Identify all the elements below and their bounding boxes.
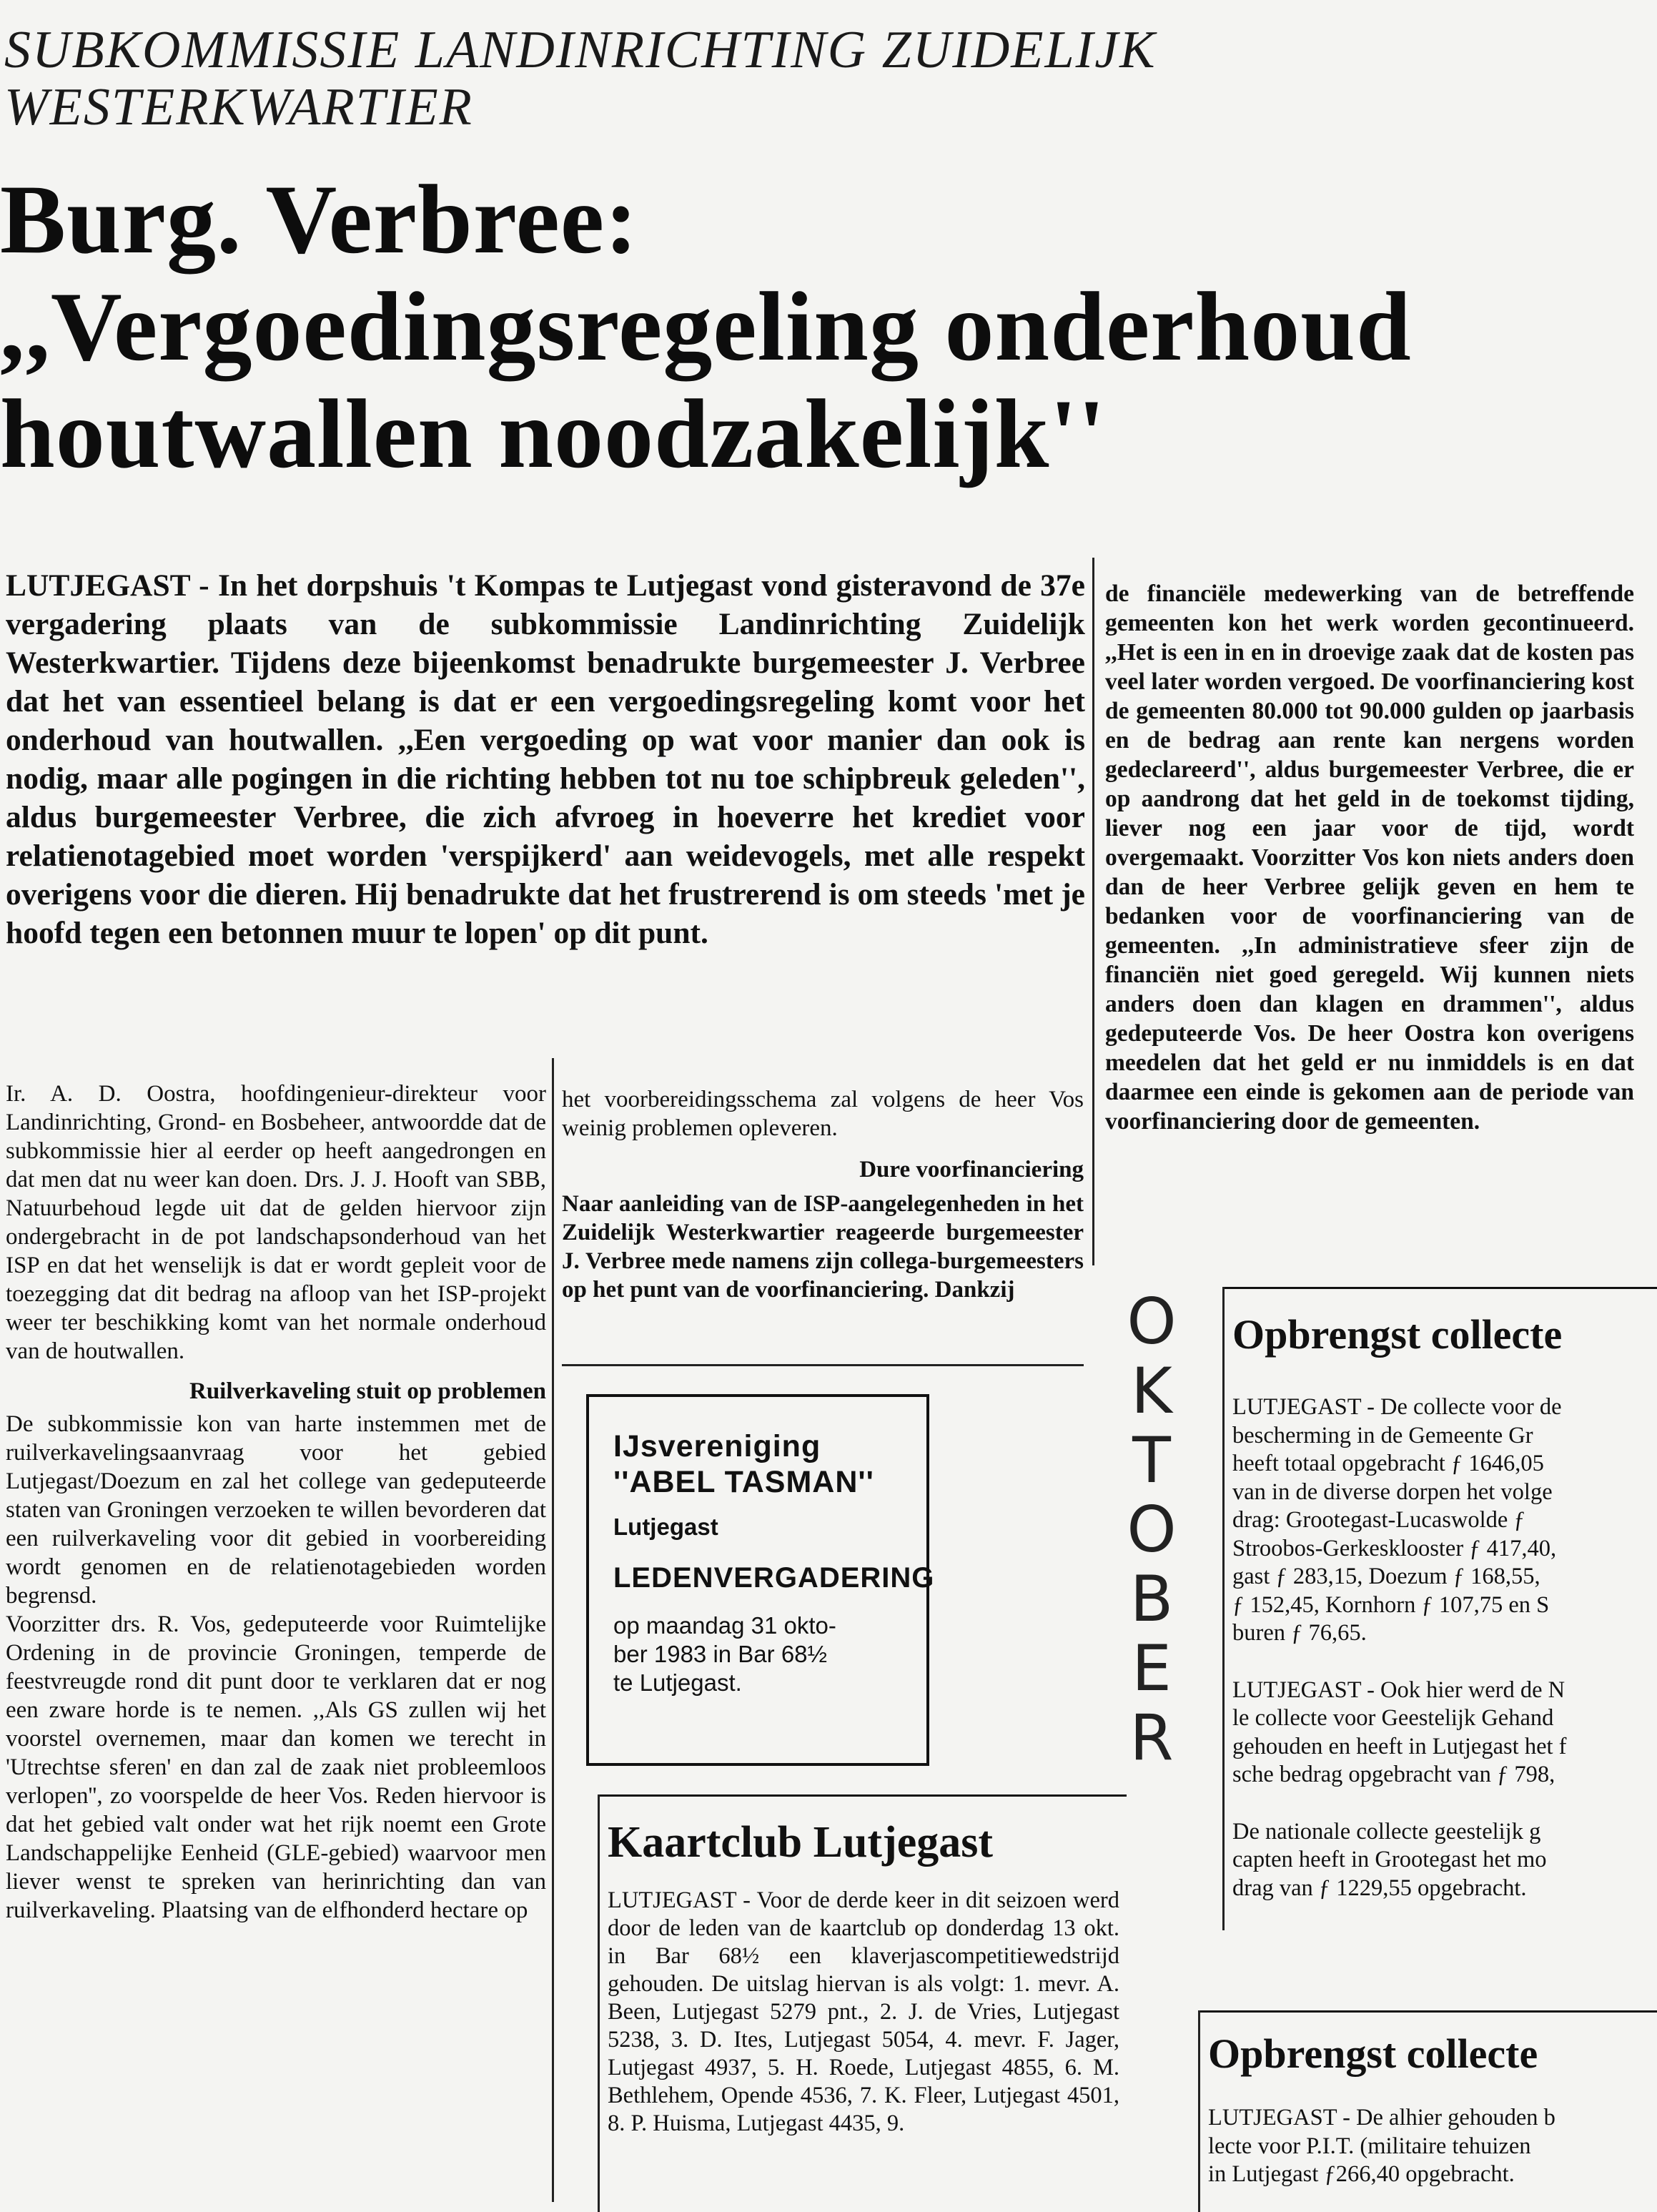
column-3: de financiële medewerking van de betreffende gemeenten kon het werk worden gecontinueerd. ,,Het is een in en in droevige zaak dat de kosten pas veel later worden vergoed. De voorfinanciering kost de gemeenten 80.000 tot 90.000 gulden op jaarbasis en de bedrag aan rente kan nergens worden gedeclareerd'', aldus burgemeester Verbree, die er op aandrong dat het geld in de toekomst tijding, liever nog een jaar voor de tijd, wordt overgemaakt. Voorzitter Vos kon niets anders doen dan de heer Verbree gelijk geven en hem te bedanken voor de voorfinanciering van de gemeenten. ,,In administratieve sfeer zijn de financiën niet goed geregeld. Wij kunnen niets anders doen dan klagen en drammen'', aldus gedeputeerde Vos. De heer Oostra kon overigens meedelen dat het geld er nu inmiddels is en dat daarmee een einde is gekomen aan de periode van voorfinanciering door de gemeenten.	[1105, 581, 1634, 1135]
handwritten-letter: T	[1132, 1423, 1171, 1497]
clipping-text	[1232, 1393, 1657, 1902]
handwritten-annotation	[1112, 1287, 1191, 1772]
ad-when-line: ber 1983 in Bar 68½	[613, 1641, 828, 1667]
column-divider	[1092, 558, 1094, 1265]
kaartclub-clipping	[598, 1794, 1127, 2212]
kicker-line-2: WESTERKWARTIER	[4, 78, 473, 137]
text-line: gast ƒ 283,15, Doezum ƒ 168,55,	[1232, 1564, 1540, 1589]
article-headline	[0, 166, 1657, 488]
text-line: van in de diverse dorpen het volge	[1232, 1478, 1553, 1505]
headline-line-1: Burg. Verbree:	[0, 164, 639, 274]
clipping-left-rule	[598, 1794, 600, 2212]
paragraph: Naar aanleiding van de ISP-aangelegenheden in het Zuidelijk Westerkwartier reageerde burgemeester J. Verbree mede namens zijn collega-burgemeesters op het punt van de voorfinanciering. Dankzij	[562, 1191, 1084, 1303]
collecte-clipping-2	[1198, 2010, 1657, 2212]
text-line: gehouden en heeft in Lutjegast het f	[1232, 1733, 1567, 1759]
ad-when-line: te Lutjegast.	[613, 1669, 742, 1696]
clipping-title: Kaartclub Lutjegast	[608, 1818, 994, 1867]
paragraph: De subkommissie kon van harte instemmen met de ruilverkavelingsaanvraag voor het gebied Lutjegast/Doezum en zal het college van gedeputeerde staten van Groningen verzoeken te willen bevorderen dat een ruilverkaveling voor dit gebied in voorbereiding wordt genomen en de relatienotagebieden worden begrensd.	[6, 1411, 546, 1609]
text-line: LUTJEGAST - De collecte voor de	[1232, 1394, 1562, 1420]
handwritten-letter: O	[1127, 1285, 1177, 1358]
text-line: bescherming in de Gemeente Gr	[1232, 1422, 1533, 1448]
article-lead: LUTJEGAST - In het dorpshuis 't Kompas te Lutjegast vond gisteravond de 37e vergadering plaats van de subkommissie Landinrichting Zuidelijk Westerkwartier. Tijdens deze bijeenkomst benadrukte burgemeester J. Verbree dat het van essentieel belang is dat er een vergoedingsregeling komt voor het onderhoud van houtwallen. ,,Een vergoeding op wat voor manier dan ook is nodig, maar alle pogingen in die richting hebben tot nu toe schipbreuk geleden'', aldus burgemeester Verbree, die zich afvroeg in hoeverre het krediet voor relatienotagebied moet worden 'verspijkerd' aan weidevogels, met alle respekt overigens voor die dieren. Hij benadrukte dat het frustrerend is om steeds 'met je hoofd tegen een betonnen muur te lopen' op dit punt.	[6, 568, 1085, 950]
text-line: lecte voor P.I.T. (militaire tehuizen	[1208, 2133, 1531, 2159]
handwritten-letter: B	[1129, 1562, 1174, 1636]
paragraph: Ir. A. D. Oostra, hoofdingenieur-direkteur voor Landinrichting, Grond- en Bosbeheer, antwoordde dat de subkommissie hier al eerder op heeft aangedrongen en dat men dat nu weer kan doen. Drs. J. J. Hooft van SBB, Natuurbehoud legde uit dat de gelden hiervoor zijn ondergebracht in de pot landschapsonderhoud van het ISP en dat het wenselijk is dat er wordt gepleit voor de toezegging dat dit bedrag na afloop van het ISP-projekt weer ter beschikking komt van het normale onderhoud van de houtwallen.	[6, 1081, 546, 1364]
headline-line-2: ,,Vergoedingsregeling onderhoud	[0, 272, 1412, 381]
clipping-left-rule	[1198, 2010, 1200, 2212]
ijsvereniging-advertisement	[586, 1394, 935, 1766]
text-line: sche bedrag opgebracht van ƒ 798,	[1232, 1762, 1555, 1787]
ad-title: ''ABEL TASMAN''	[613, 1465, 874, 1499]
column-divider	[552, 1058, 554, 2202]
subheading: Ruilverkaveling stuit op problemen	[189, 1378, 546, 1404]
text-line: drag van ƒ 1229,55 opgebracht.	[1232, 1875, 1527, 1901]
text-line: in Lutjegast ƒ266,40 opgebracht.	[1208, 2161, 1515, 2187]
text-line: Stroobos-Gerkesklooster ƒ 417,40,	[1232, 1535, 1557, 1561]
text-line: capten heeft in Grootegast het mo	[1232, 1847, 1547, 1872]
handwritten-letter: O	[1127, 1493, 1177, 1566]
collecte-clipping-1	[1222, 1287, 1657, 1930]
clipping-text: LUTJEGAST - Voor de derde keer in dit seizoen werd door de leden van de kaartclub op donderdag 13 okt. in Bar 68½ een klaverjascompetitiewedstrijd gehouden. De uitslag hiervan is als volgt: 1. mevr. A. Been, Lutjegast 5279 pnt., 2. J. de Vries, Lutjegast 5238, 3. D. Ites, Lutjegast 5054, 4. mevr. F. Jager, Lutjegast 4937, 5. H. Roede, Lutjegast 4855, 6. M. Bethlehem, Opende 4536, 7. K. Fleer, Lutjegast 4501, 8. P. Huisma, Lutjegast 4435, 9.	[608, 1887, 1119, 2136]
clipping-left-rule	[1222, 1287, 1225, 1930]
section-kicker	[4, 21, 1648, 136]
column-1	[6, 1080, 546, 1925]
ad-when-line: op maandag 31 okto-	[613, 1612, 836, 1639]
text-line: LUTJEGAST - De alhier gehouden b	[1208, 2105, 1555, 2130]
text-line: le collecte voor Geestelijk Gehand	[1232, 1705, 1554, 1731]
text-line: buren ƒ 76,65.	[1232, 1620, 1367, 1646]
subheading: Dure voorfinanciering	[859, 1157, 1084, 1182]
paragraph: het voorbereidingsschema zal volgens de heer Vos weinig problemen opleveren.	[562, 1087, 1084, 1141]
handwritten-letter: K	[1131, 1354, 1172, 1428]
text-line: ƒ 152,45, Kornhorn ƒ 107,75 en S	[1232, 1591, 1550, 1618]
kicker-line-1: SUBKOMMISSIE LANDINRICHTING ZUIDELIJK	[4, 21, 1157, 79]
text-line: drag: Grootegast-Lucaswolde ƒ	[1232, 1507, 1525, 1533]
column-end-rule	[562, 1364, 1084, 1366]
handwritten-letter: E	[1132, 1631, 1172, 1705]
clipping-top-rule	[1222, 1287, 1657, 1289]
clipping-top-rule	[1198, 2010, 1657, 2013]
ad-place: Lutjegast	[613, 1514, 718, 1540]
paragraph: Voorzitter drs. R. Vos, gedeputeerde voor Ruimtelijke Ordening in de provincie Groningen, temperde de feestvreugde rond dit punt door te verklaren dat er nog een zware horde is te nemen. ,,Als GS zullen wij het voorstel overnemen, maar dan komen we terecht in 'Utrechtse sferen' en dan zal de zaak niet probleemloos verlopen'', zo voorspelde de heer Vos. Reden hiervoor is dat het gebied valt onder wat het rijk noemt een Grote Landschappelijke Eenheid (GLE-gebied) waarvoor men liever wenst te spreken van herinrichting dan van ruilverkaveling. Plaatsing van de elfhonderd hectare op	[6, 1611, 546, 1923]
ad-title: IJsvereniging	[613, 1429, 821, 1463]
text-line: De nationale collecte geestelijk g	[1232, 1818, 1541, 1845]
ad-event: LEDENVERGADERING	[613, 1562, 935, 1594]
headline-line-3: houtwallen noodzakelijk''	[0, 379, 1107, 488]
clipping-text	[1208, 2104, 1657, 2189]
handwritten-letter: R	[1129, 1701, 1174, 1774]
clipping-top-rule	[598, 1794, 1127, 1797]
column-2	[562, 1085, 1084, 1304]
clipping-title: Opbrengst collecte	[1208, 2030, 1538, 2077]
clipping-title: Opbrengst collecte	[1232, 1311, 1563, 1358]
text-line: heeft totaal opgebracht ƒ 1646,05	[1232, 1451, 1544, 1476]
text-line: LUTJEGAST - Ook hier werd de N	[1232, 1677, 1566, 1703]
